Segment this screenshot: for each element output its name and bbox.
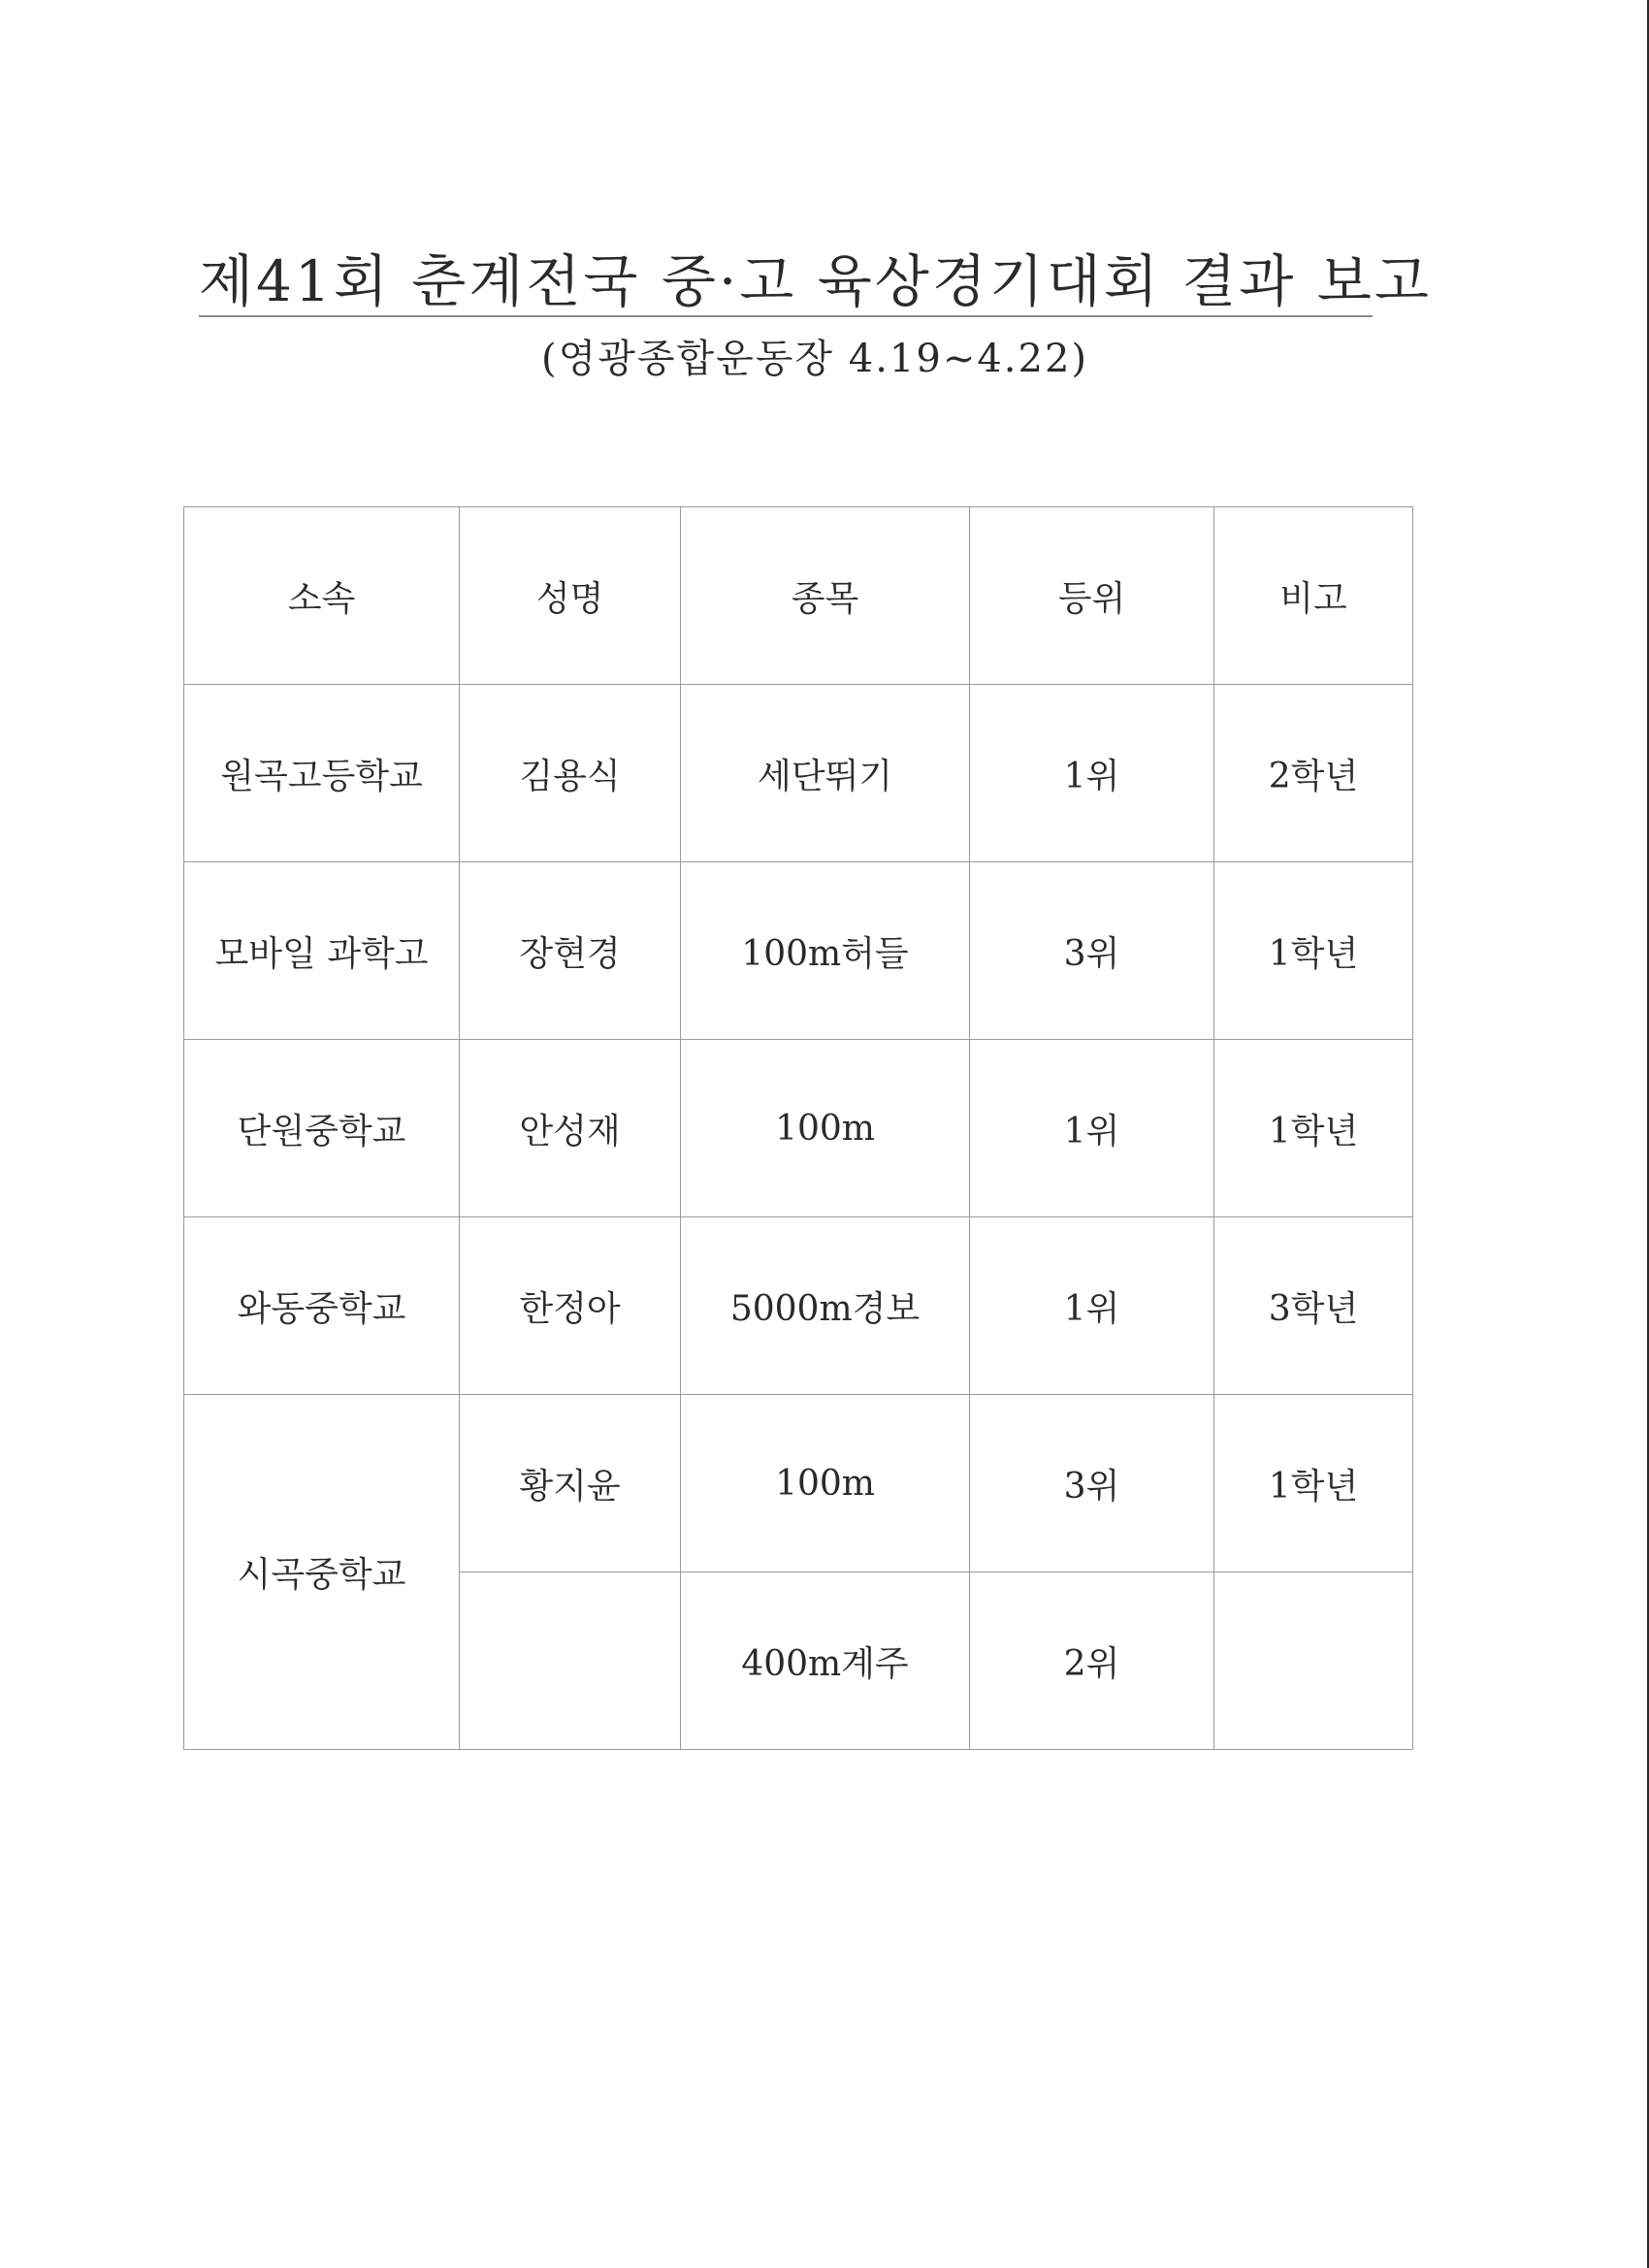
cell-event: 100m허들: [681, 862, 970, 1040]
cell-note: 1학년: [1214, 1395, 1413, 1572]
cell-event: 5000m경보: [681, 1217, 970, 1395]
cell-event: 세단뛰기: [681, 685, 970, 862]
document-title: 제41회 춘계전국 중·고 육상경기대회 결과 보고: [199, 247, 1373, 317]
cell-rank: 3위: [970, 1395, 1214, 1572]
table-header-row: [184, 507, 1413, 685]
cell-note: [1214, 1572, 1413, 1750]
header-school: 소속: [184, 507, 460, 685]
cell-school: 단원중학교: [184, 1040, 460, 1217]
table-row: [184, 1217, 1413, 1395]
cell-note: 1학년: [1214, 1040, 1413, 1217]
header-note: 비고: [1214, 507, 1413, 685]
table-row: [184, 862, 1413, 1040]
cell-event: 100m: [681, 1040, 970, 1217]
cell-note: 2학년: [1214, 685, 1413, 862]
table-row: [184, 685, 1413, 862]
cell-rank: 2위: [970, 1572, 1214, 1750]
cell-name: 한정아: [460, 1217, 681, 1395]
cell-school: 원곡고등학교: [184, 685, 460, 862]
cell-rank: 1위: [970, 1040, 1214, 1217]
header-event: 종목: [681, 507, 970, 685]
header-name: 성명: [460, 507, 681, 685]
cell-school: 모바일 과학고: [184, 862, 460, 1040]
cell-rank: 1위: [970, 1217, 1214, 1395]
cell-rank: 1위: [970, 685, 1214, 862]
header-rank: 등위: [970, 507, 1214, 685]
table-row: [184, 1395, 1413, 1572]
cell-name: [460, 1572, 681, 1750]
cell-school: 와동중학교: [184, 1217, 460, 1395]
document-subtitle: (영광종합운동장 4.19∼4.22): [540, 337, 1089, 381]
cell-name: 황지윤: [460, 1395, 681, 1572]
cell-name: 김용식: [460, 685, 681, 862]
cell-note: 3학년: [1214, 1217, 1413, 1395]
cell-note: 1학년: [1214, 862, 1413, 1040]
results-table: [183, 506, 1413, 1750]
cell-name: 장현경: [460, 862, 681, 1040]
cell-name: 안성재: [460, 1040, 681, 1217]
cell-event: 100m: [681, 1395, 970, 1572]
cell-rank: 3위: [970, 862, 1214, 1040]
cell-event: 400m계주: [681, 1572, 970, 1750]
table-row: [184, 1040, 1413, 1217]
cell-school: 시곡중학교: [184, 1395, 460, 1750]
